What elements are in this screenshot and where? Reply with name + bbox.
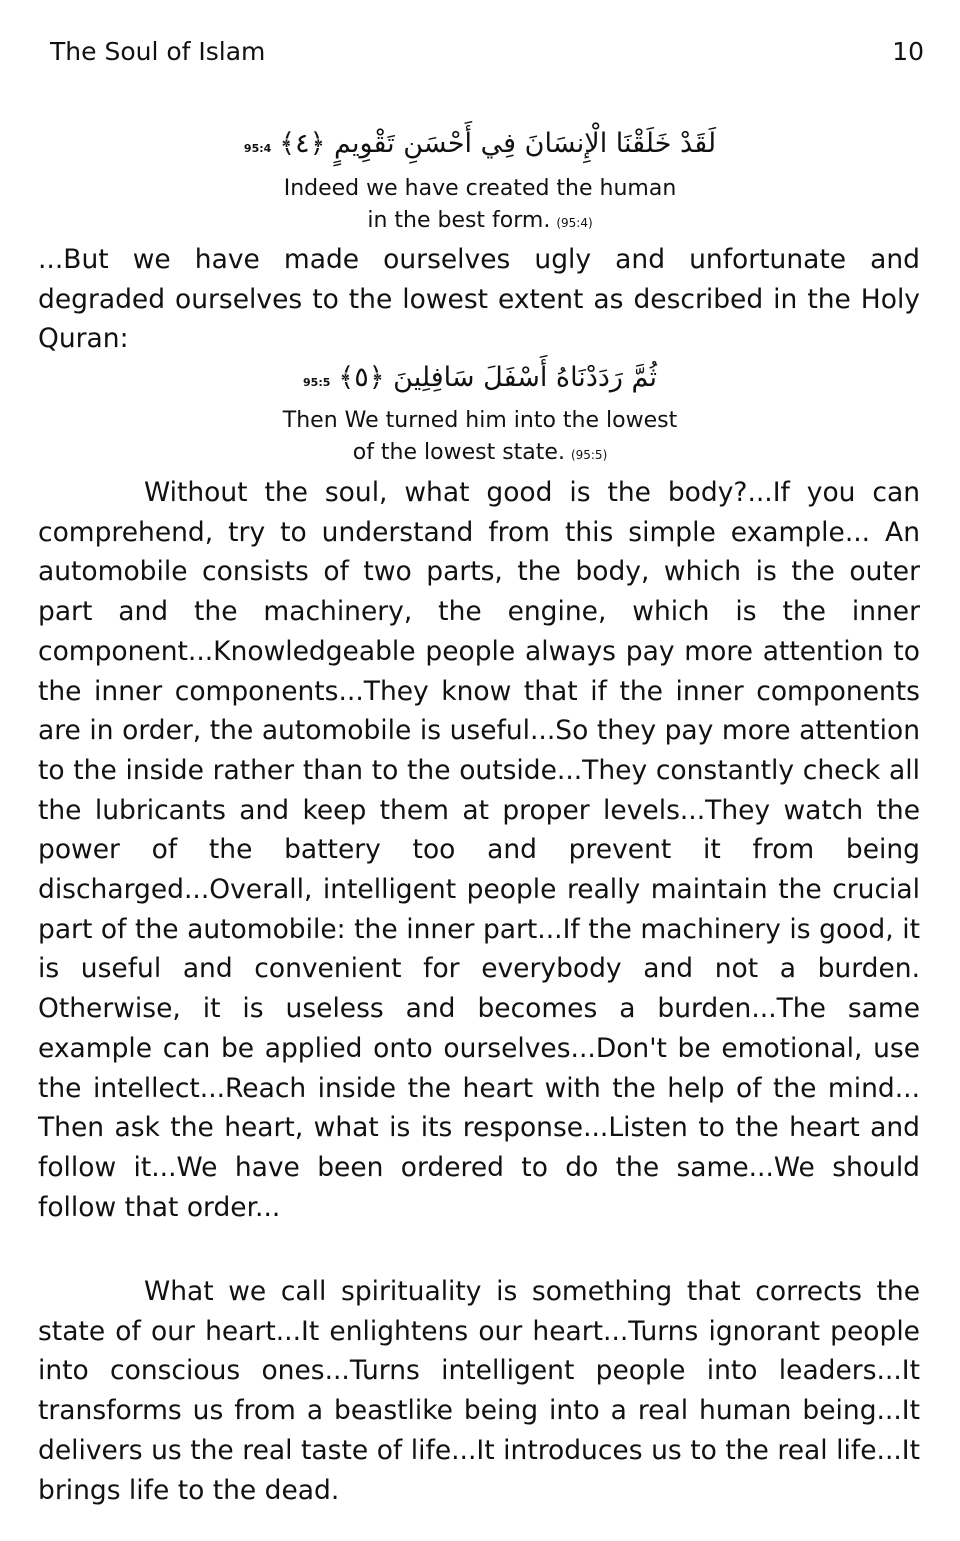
page-number: 10 [892,37,924,66]
verse-translation-1-line1: Indeed we have created the human [283,176,677,201]
paragraph-2: Without the soul, what good is the body?...If you can comprehend, try to understand from this simple example... An automobile consists of two parts, the body, which is the outer part and the machinery, the engine, which is the inner component...Knowledgeable people always pay more attention to the inner components...They know that if the inner components are in order, the automobile is useful...So they pay more attention to the inside rather than to the outside...They constantly check all the lubricants and keep them at proper levels...They watch the power of the battery too and prevent it from being discharged...Overall, intelligent people really maintain the crucial part of the automobile: the inner part...If the machinery is good, it is useful and convenient for everybody and not a burden. Otherwise, it is useless and becomes a burden...The same example can be applied onto ourselves...Don't be emotional, use the intellect...Reach inside the heart with the help of the mind... Then ask the heart, what is its response...Listen to the heart and follow it...We have been ordered to do the same...We should follow that order... [38,477,920,1223]
verse-translation-1-line2 [0,205,960,239]
verse-translation-1-line2-text: in the best form. [367,208,551,233]
paragraph-3: What we call spirituality is something that corrects the state of our heart...It enlightens our heart...Turns ignorant people into conscious ones...Turns intelligent people into leaders...It transforms us from a beastlike being into a real human being...It delivers us the real taste of life...It introduces us to the real life...It brings life to the dead. [38,1276,920,1506]
verse-arabic-2 [0,358,960,403]
verse-arabic-2-ref: 95:5 [303,376,331,389]
verse-arabic-2-text: ثُمَّ رَدَدْنَاهُ أَسْفَلَ سَافِلِينَ ﴿٥﴾ [338,362,657,393]
verse-translation-2-line1: Then We turned him into the lowest [282,408,678,433]
verse-translation-1-ref: (95:4) [556,216,593,230]
verse-arabic-1-ref: 95:4 [243,142,272,155]
verse-translation-2-ref: (95:5) [570,448,608,462]
running-head [50,34,924,70]
running-title: The Soul of Islam [50,37,266,66]
paragraph-1: ...But we have made ourselves ugly and unfortunate and degraded ourselves to the lowest extent as described in the Holy Quran: [38,244,920,355]
verse-arabic-1 [0,124,960,169]
verse-translation-2-line2-text: of the lowest state. [352,440,565,465]
verse-arabic-1-text: لَقَدْ خَلَقْنَا الْإِنسَانَ فِي أَحْسَنِ تَقْوِيمٍ ﴿٤﴾ [279,128,717,159]
verse-translation-2-line2 [0,437,960,471]
